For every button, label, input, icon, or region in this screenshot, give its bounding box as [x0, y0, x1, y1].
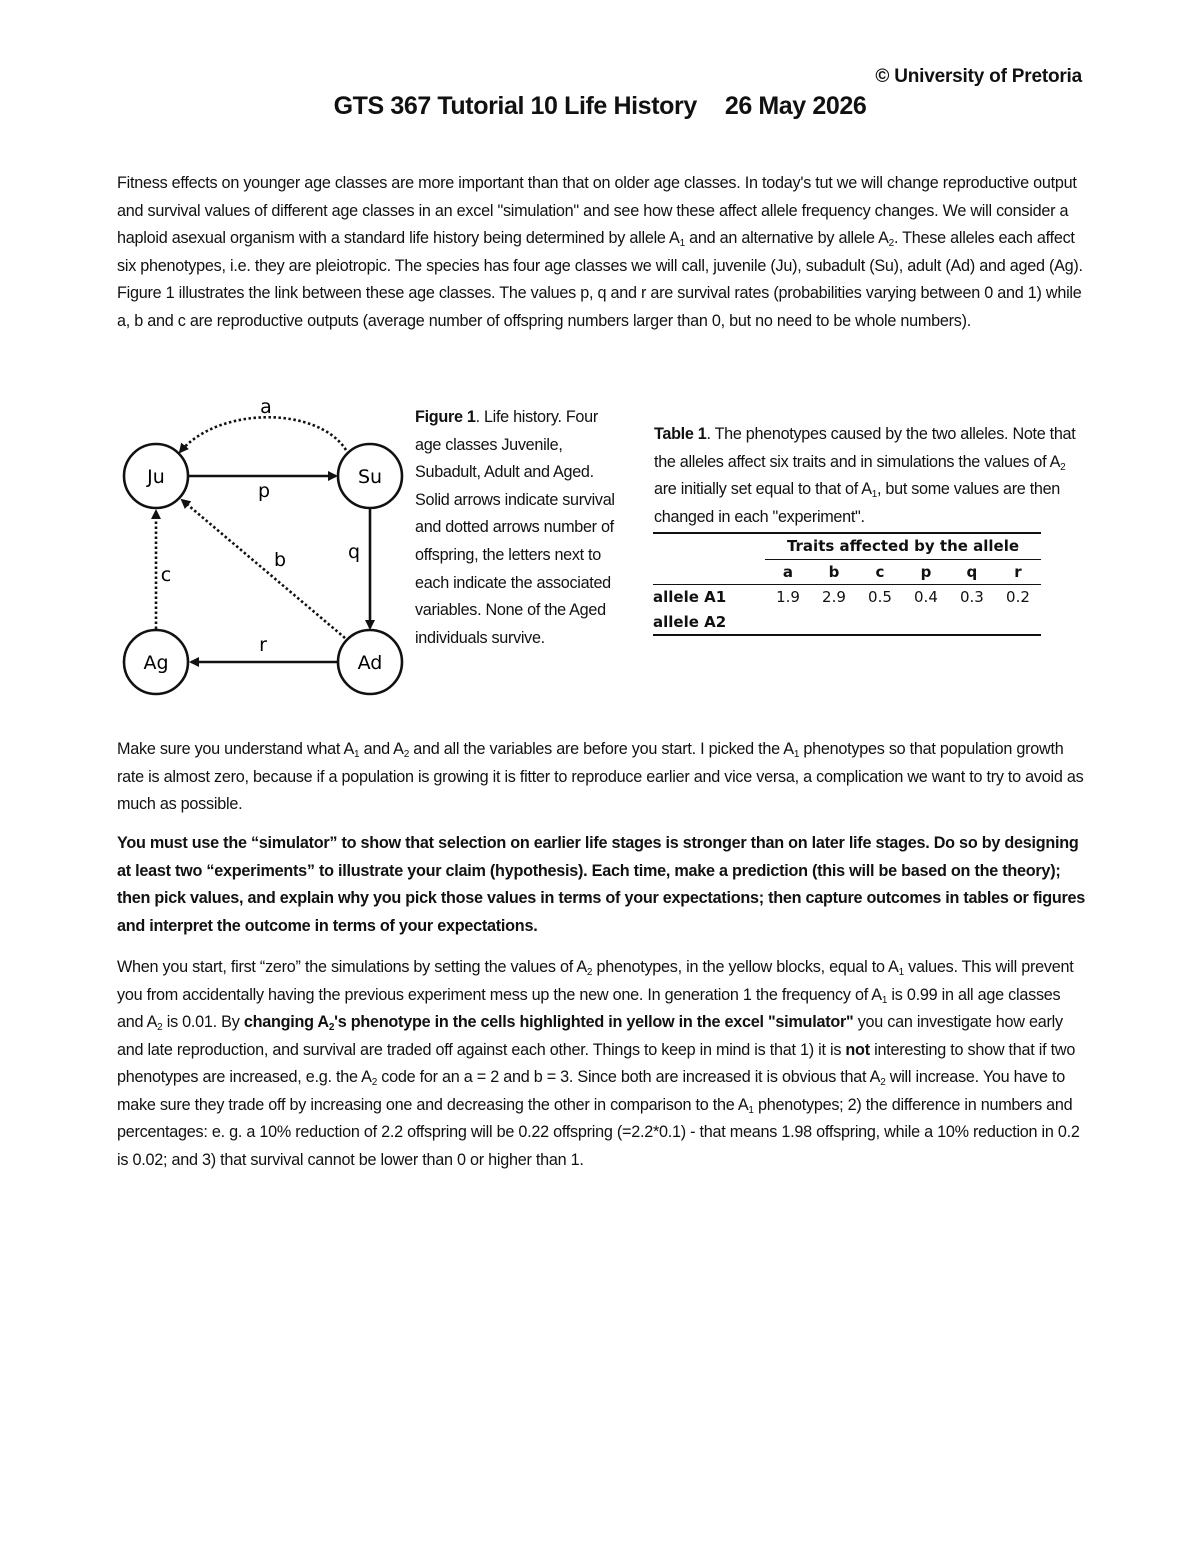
when-text-2: phenotypes, in the yellow blocks, equal to A	[592, 958, 899, 976]
copyright-notice: © University of Pretoria	[875, 66, 1082, 87]
when-text-10: phenotypes; 2) the difference in numbers and percentages: e. g. a 10% reduction of 2.2 offspring will be 0.22 offspring (=2.2*0.1) - that means 1.98 offspring, while a 10% reduction in 0.2 is 0.02; and 3) that survival cannot be lower than 0 or higher than 1.	[117, 1095, 1080, 1169]
intro-text-2: and an alternative by allele A	[684, 229, 889, 247]
subscript: 2	[1060, 461, 1066, 473]
figure-caption-label: Figure 1	[415, 408, 476, 426]
table-header-row	[653, 559, 1041, 585]
title-date: 26 May 2026	[724, 92, 867, 120]
table-caption-text-1: . The phenotypes caused by the two alleles. Note that the alleles affect six traits and in simulations the values of A	[654, 425, 1076, 471]
table-row	[653, 610, 1041, 636]
table-cell	[995, 610, 1041, 636]
table-caption-text-2: are initially set equal to that of A	[654, 480, 872, 499]
table-row	[653, 585, 1041, 610]
subscript: 1	[881, 994, 888, 1006]
page-title	[0, 92, 1200, 121]
label-q: q	[347, 541, 361, 563]
table-cell	[811, 610, 857, 636]
instructions-paragraph	[117, 954, 1087, 1174]
subscript: 2	[157, 1022, 163, 1033]
traits-table-wrapper	[653, 532, 1041, 636]
when-text-3: values. This will prevent you from accidentally having the previous experiment mess up the new one. In generation 1 the frequency of A	[117, 958, 1074, 1004]
table-row-label: allele A2	[653, 610, 765, 636]
table-column-header: b	[811, 559, 857, 585]
when-text-4: is 0.99 in all age classes and A	[117, 985, 1061, 1031]
subscript: 2	[586, 967, 593, 978]
table-row-label: allele A1	[653, 588, 727, 607]
table-cell	[903, 610, 949, 636]
subscript: 1	[871, 489, 878, 501]
table-caption-text-3: , but some values are then changed in each "experiment".	[654, 480, 1060, 526]
table-cell	[857, 610, 903, 636]
subscript: 2	[328, 1022, 335, 1033]
table-cell: 0.5	[868, 588, 892, 607]
table-cell: 0.3	[960, 588, 984, 607]
subscript: 2	[880, 1077, 886, 1088]
make-sure-text-1: Make sure you understand what A	[117, 740, 355, 758]
table-caption	[654, 421, 1084, 531]
when-text-5: is 0.01. By	[162, 1013, 244, 1031]
label-r: r	[259, 634, 267, 656]
label-b: b	[273, 549, 287, 571]
title-text: GTS 367 Tutorial 10 Life History	[333, 92, 697, 120]
when-not: not	[845, 1040, 870, 1059]
table-column-header: r	[995, 559, 1041, 585]
subscript: 1	[748, 1104, 754, 1116]
table-cell: 0.4	[914, 588, 938, 607]
arrow-b	[182, 500, 345, 638]
make-sure-text-4: phenotypes so that population growth rate is almost zero, because if a population is growing it is fitter to reproduce earlier and vice versa, a complication we want to try to avoid as much as possible.	[117, 740, 1084, 813]
intro-text-1: Fitness effects on younger age classes are more important than that on older age classes. In today's tut we will change reproductive output and survival values of different age classes in an excel "simulation" and see how these affect allele frequency changes. We will consider a haploid asexual organism with a standard life history being determined by allele A	[117, 174, 1077, 247]
table-column-header: c	[857, 559, 903, 585]
when-bold-1: changing A	[243, 1013, 329, 1031]
intro-text-3: . These alleles each affect six phenotypes, i.e. they are pleiotropic. The species has four age classes we will call, juvenile (Ju), subadult (Su), adult (Ad) and aged (Ag). Figure 1 illustrates the link between these age classes. The values p, q and r are survival rates (probabilities varying between 0 and 1) while a, b and c are reproductive outputs (average number of offspring numbers larger than 0, but no need to be whole numbers).	[117, 229, 1083, 330]
table-cell	[765, 610, 811, 636]
when-text-7: interesting to show that if two phenotypes are increased, e.g. the A	[117, 1040, 1076, 1086]
table-corner-2	[653, 559, 765, 585]
subscript: 1	[354, 749, 360, 760]
label-p: p	[257, 480, 271, 502]
figure-caption	[415, 404, 627, 652]
make-sure-text-3: and all the variables are before you start. I picked the A	[409, 740, 794, 758]
table-group-header-row	[653, 533, 1041, 559]
subscript: 1	[679, 238, 685, 249]
subscript: 1	[793, 749, 800, 760]
when-bold	[244, 1013, 854, 1031]
arrow-a	[180, 417, 346, 452]
table-cell: 2.9	[822, 588, 846, 607]
make-sure-paragraph	[117, 736, 1087, 819]
table-caption-label: Table 1	[654, 425, 707, 443]
subscript: 2	[888, 238, 894, 249]
subscript: 1	[898, 967, 904, 978]
table-group-header: Traits affected by the allele	[765, 533, 1041, 559]
when-text-1: When you start, first “zero” the simulations by setting the values of A	[117, 958, 587, 976]
life-history-diagram	[108, 392, 408, 702]
figure-caption-text: . Life history. Four age classes Juvenile, Subadult, Adult and Aged. Solid arrows indicate survival and dotted arrows number of offspring, the letters next to each indicate the associated variables. None of the Aged individuals survive.	[415, 408, 615, 647]
label-c: c	[160, 564, 172, 586]
label-a: a	[260, 396, 272, 418]
table-cell	[949, 610, 995, 636]
when-text-9: will increase. You have to make sure they trade off by increasing one and decreasing the other in comparison to the A	[117, 1068, 1066, 1114]
node-ag-label: Ag	[143, 652, 169, 674]
intro-paragraph	[117, 170, 1087, 335]
when-bold-2: 's phenotype in the cells highlighted in yellow in the excel "simulator"	[334, 1013, 854, 1031]
node-ad-label: Ad	[357, 652, 383, 674]
node-ju-label: Ju	[147, 466, 165, 488]
make-sure-text-2: and A	[359, 740, 404, 758]
table-column-header: p	[903, 559, 949, 585]
subscript: 2	[371, 1077, 377, 1088]
table-cell: 1.9	[776, 588, 800, 607]
subscript: 2	[403, 749, 410, 760]
table-corner	[653, 533, 765, 559]
table-cell: 0.2	[1006, 588, 1030, 607]
traits-table	[653, 532, 1041, 636]
table-column-header: q	[949, 559, 995, 585]
when-text-6: you can investigate how early and late reproduction, and survival are traded off against each other. Things to keep in mind is that 1) it is	[117, 1013, 1063, 1059]
node-su-label: Su	[357, 466, 383, 488]
task-paragraph: You must use the “simulator” to show that selection on earlier life stages is stronger than on later life stages. Do so by designing at least two “experiments” to illustrate your claim (hypothesis). Each time, make a prediction (this will be based on the theory); then pick values, and explain why you pick those values in terms of your expectations; then capture outcomes in tables or figures and interpret the outcome in terms of your expectations.	[117, 834, 1086, 936]
table-column-header: a	[765, 559, 811, 585]
when-text-8: code for an a = 2 and b = 3. Since both are increased it is obvious that A	[377, 1068, 881, 1086]
